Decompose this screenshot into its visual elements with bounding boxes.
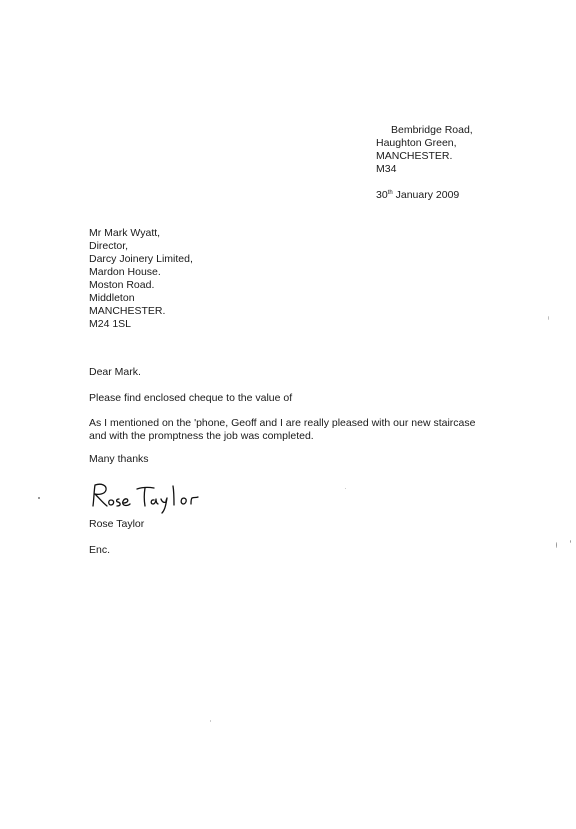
date-suffix: th — [387, 190, 393, 196]
recipient-line: Darcy Joinery Limited, — [89, 253, 193, 265]
scan-speck — [345, 488, 346, 489]
recipient-line: Mardon House. — [89, 266, 161, 278]
sender-address-line: M34 — [376, 163, 397, 175]
date-rest: January 2009 — [395, 189, 460, 201]
recipient-line: M24 1SL — [89, 318, 132, 330]
recipient-line: Middleton — [89, 292, 135, 304]
date-day: 30 — [376, 189, 388, 201]
scan-speck — [570, 540, 571, 543]
recipient-line: MANCHESTER. — [89, 305, 166, 317]
signer-name: Rose Taylor — [89, 518, 145, 530]
sender-address — [376, 124, 473, 176]
handwritten-signature — [88, 480, 218, 516]
scan-speck — [548, 316, 549, 320]
body-line: As I mentioned on the 'phone, Geoff and I are really pleased with our new staircase — [89, 417, 476, 429]
body-paragraph — [89, 417, 475, 443]
sender-address-line: Haughton Green, — [376, 137, 457, 149]
body-paragraph: Please find enclosed cheque to the value of — [89, 392, 293, 404]
sender-address-line: MANCHESTER. — [376, 150, 453, 162]
sender-address-line: Bembridge Road, — [391, 124, 473, 136]
salutation: Dear Mark. — [89, 366, 141, 378]
recipient-address — [89, 227, 193, 331]
scan-speck — [556, 542, 557, 548]
letter-date — [376, 189, 459, 202]
scan-speck — [210, 720, 211, 722]
scan-speck — [38, 497, 40, 499]
closing: Many thanks — [89, 453, 149, 465]
enclosure-note: Enc. — [89, 544, 111, 556]
body-line: and with the promptness the job was completed. — [89, 430, 314, 442]
recipient-line: Mr Mark Wyatt, — [89, 227, 161, 239]
recipient-line: Moston Road. — [89, 279, 155, 291]
recipient-line: Director, — [89, 240, 129, 252]
